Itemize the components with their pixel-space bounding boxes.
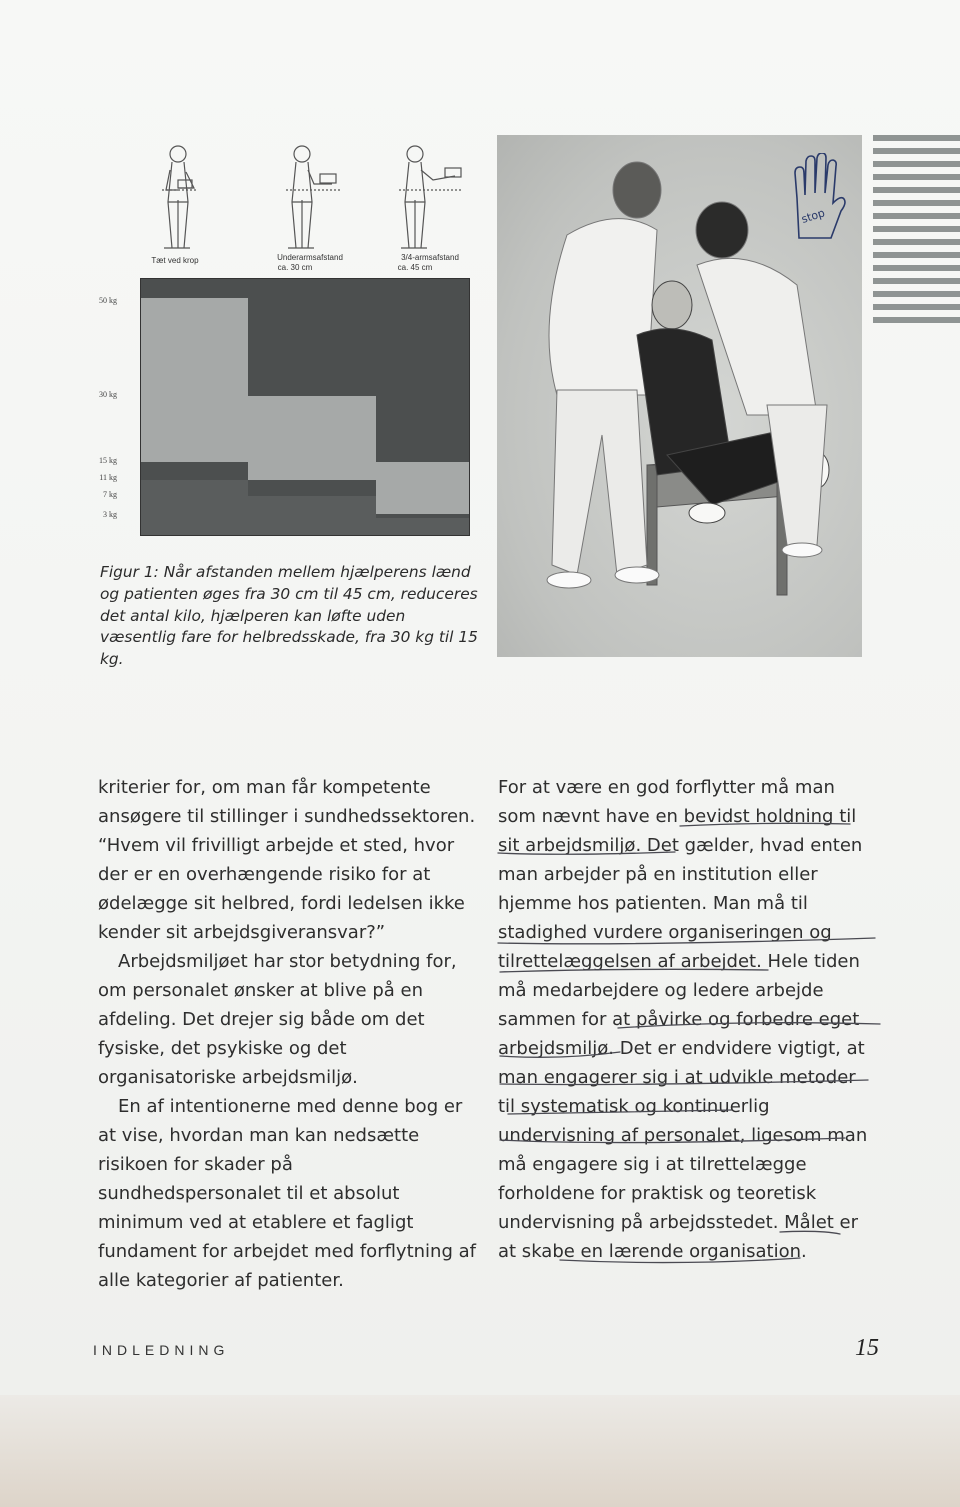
decorative-stripes bbox=[873, 135, 960, 330]
person-close-icon bbox=[150, 140, 220, 255]
weight-zone-chart bbox=[140, 278, 470, 536]
kg-label-30: 30 kg bbox=[99, 390, 117, 399]
left-paragraph-1: kriterier for, om man får kompetente ansøgere til stillinger i sundhedssektoren. “Hvem vil frivilligt arbejde et sted, hvor der er en overhængende risiko for at ødelægge sit helbred, fordi ledelsen ikke kender sit arbejdsgiveransvar?” bbox=[98, 777, 476, 943]
left-text-column bbox=[98, 773, 478, 1295]
running-footer-section: INDLEDNING bbox=[93, 1342, 230, 1358]
person-threequarter-icon bbox=[395, 140, 475, 255]
label-threequarter-2: ca. 45 cm bbox=[397, 263, 433, 272]
kg-label-3: 3 kg bbox=[103, 510, 117, 519]
stop-text: stop bbox=[799, 206, 827, 226]
lifting-distance-figure bbox=[95, 140, 475, 540]
right-paragraph-1: For at være en god forflytter må man som nævnt have en bevidst holdning til sit arbejdsmiljø. Det gælder, hvad enten man arbejder på en institution eller hjemme hos patienten. Man må til stadighed vurdere organiseringen og tilrettelæggelsen af arbejdet. Hele tiden må medarbejdere og ledere arbejde sammen for at påvirke og forbedre eget arbejdsmiljø. Det er endvidere vigtigt, at man engagerer sig i at udvikle metoder til systematisk og kontinuerlig undervisning af personalet, ligesom man må engagere sig i at tilrettelægge forholdene for praktisk og teoretisk undervisning på arbejdsstedet. Målet er at skabe en lærende organisation. bbox=[498, 777, 868, 1262]
figure-caption: Figur 1: Når afstanden mellem hjælperens lænd og patienten øges fra 30 cm til 45 cm, reduceres det antal kilo, hjælperen kan løfte uden væsentlig fare for helbredsskade, fra 30 kg til 15 kg. bbox=[100, 563, 478, 669]
kg-label-15: 15 kg bbox=[99, 456, 117, 465]
kg-label-7: 7 kg bbox=[103, 490, 117, 499]
right-text-column bbox=[498, 773, 878, 1266]
left-paragraph-2: Arbejdsmiljøet har stor betydning for, om personalet ønsker at blive på en afdeling. Det drejer sig både om det fysiske, det psykiske og det organisatoriske arbejdsmiljø. bbox=[98, 951, 457, 1088]
label-forearm-2: ca. 30 cm bbox=[277, 263, 313, 272]
person-forearm-icon bbox=[280, 140, 360, 255]
label-forearm-1: Underarmsafstand bbox=[277, 253, 343, 262]
page-bottom-shadow bbox=[0, 1395, 960, 1507]
kg-label-50: 50 kg bbox=[99, 296, 117, 305]
transfer-photo bbox=[497, 135, 862, 657]
left-paragraph-3: En af intentionerne med denne bog er at vise, hvordan man kan nedsætte risikoen for skader på sundhedspersonalet til et absolut minimum ved at etablere et fagligt fundament for arbejdet med forflytning af alle kategorier af patienter. bbox=[98, 1096, 476, 1291]
stop-hand-icon bbox=[787, 153, 847, 243]
page-number: 15 bbox=[855, 1335, 879, 1361]
label-threequarter-1: 3/4-armsafstand bbox=[401, 253, 459, 262]
kg-label-11: 11 kg bbox=[99, 473, 117, 482]
label-close: Tæt ved krop bbox=[151, 256, 199, 265]
